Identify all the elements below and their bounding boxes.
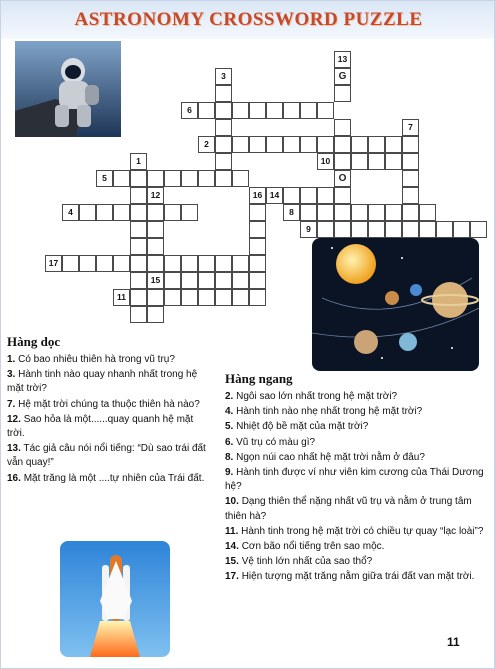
- crossword-cell[interactable]: [181, 204, 198, 221]
- clue-number: 9.: [225, 467, 234, 479]
- clue-text: Dạng thiên thể nặng nhất vũ trụ và nằm ở trung tâm thiên hà?: [225, 496, 472, 522]
- clue-text: Sao hỏa là một......quay quanh hệ mặt trời.: [7, 413, 194, 440]
- clue-text: Tác giả câu nói nổi tiếng: “Dù sao trái đất vẫn quay!”: [7, 443, 206, 469]
- crossword-cell[interactable]: [147, 255, 164, 272]
- crossword-cell[interactable]: [215, 289, 232, 306]
- crossword-cell[interactable]: [232, 170, 249, 187]
- clue-number: 6.: [225, 436, 234, 448]
- clue-number: 10.: [225, 496, 239, 508]
- clue-across: [225, 466, 487, 494]
- clue-text: Hành tinh nào quay nhanh nhất trong hệ mặt trời?: [7, 369, 198, 395]
- crossword-cell[interactable]: [147, 289, 164, 306]
- clue-number-label: 7: [408, 122, 413, 132]
- crossword-cell[interactable]: [470, 221, 487, 238]
- crossword-cell[interactable]: [198, 255, 215, 272]
- crossword-cell[interactable]: [130, 255, 147, 272]
- crossword-cell[interactable]: [232, 136, 249, 153]
- clue-across: [225, 420, 487, 434]
- down-heading: Hàng dọc: [7, 334, 61, 349]
- crossword-cell[interactable]: [232, 272, 249, 289]
- across-clues-panel: [225, 371, 487, 586]
- crossword-cell[interactable]: [368, 153, 385, 170]
- crossword-cell[interactable]: [130, 170, 147, 187]
- crossword-cell[interactable]: [249, 136, 266, 153]
- clue-text: Nhiệt độ bề mặt của mặt trời?: [236, 421, 369, 433]
- astronaut-photo: [15, 41, 121, 137]
- clue-text: Hệ mặt trời chúng ta thuộc thiên hà nào?: [18, 398, 200, 410]
- clue-number: 14.: [225, 541, 239, 553]
- clue-number-label: 9: [306, 224, 311, 234]
- crossword-cell[interactable]: [385, 136, 402, 153]
- crossword-cell[interactable]: [419, 221, 436, 238]
- clue-down: [7, 413, 213, 441]
- clue-text: Có bao nhiêu thiên hà trong vũ trụ?: [18, 354, 175, 365]
- clue-across: [225, 525, 487, 539]
- crossword-cell[interactable]: [164, 255, 181, 272]
- crossword-cell[interactable]: [181, 255, 198, 272]
- clue-across: [225, 436, 487, 450]
- crossword-cell[interactable]: [62, 255, 79, 272]
- clue-text: Mặt trăng là một ....tự nhiên của Trái đất.: [23, 472, 205, 484]
- crossword-cell[interactable]: [164, 289, 181, 306]
- clue-number: 15.: [225, 556, 239, 568]
- clue-number: 1.: [7, 354, 16, 365]
- clue-across: [225, 570, 487, 584]
- clue-number-label: 8: [289, 207, 294, 217]
- crossword-cell[interactable]: [130, 306, 147, 323]
- crossword-cell[interactable]: [130, 272, 147, 289]
- clue-number-label: 6: [187, 105, 192, 115]
- crossword-cell[interactable]: [368, 221, 385, 238]
- crossword-cell[interactable]: [147, 306, 164, 323]
- crossword-cell[interactable]: [164, 204, 181, 221]
- crossword-cell[interactable]: [419, 204, 436, 221]
- crossword-cell[interactable]: [130, 221, 147, 238]
- crossword-cell[interactable]: [402, 187, 419, 204]
- crossword-cell[interactable]: [249, 204, 266, 221]
- down-clues-panel: [7, 334, 213, 487]
- crossword-cell[interactable]: [283, 136, 300, 153]
- crossword-cell[interactable]: [402, 153, 419, 170]
- crossword-cell[interactable]: [453, 221, 470, 238]
- clue-number: 11.: [225, 525, 239, 537]
- clue-text: Hành tinh nào nhẹ nhất trong hệ mặt trời?: [236, 406, 423, 418]
- crossword-cell[interactable]: [198, 289, 215, 306]
- crossword-cell[interactable]: [215, 119, 232, 136]
- crossword-cell[interactable]: [198, 170, 215, 187]
- clue-number: 8.: [225, 451, 234, 463]
- crossword-cell[interactable]: [113, 170, 130, 187]
- crossword-cell[interactable]: [249, 238, 266, 255]
- crossword-cell[interactable]: [334, 187, 351, 204]
- crossword-cell[interactable]: [249, 255, 266, 272]
- across-heading: Hàng ngang: [225, 371, 293, 386]
- crossword-cell[interactable]: [351, 153, 368, 170]
- crossword-cell[interactable]: [334, 204, 351, 221]
- crossword-cell[interactable]: [300, 187, 317, 204]
- crossword-cell[interactable]: [402, 204, 419, 221]
- solar-system-photo: [312, 238, 479, 371]
- crossword-cell[interactable]: [249, 289, 266, 306]
- crossword-cell[interactable]: [79, 204, 96, 221]
- clue-across: [225, 390, 487, 404]
- prefilled-letter: G: [338, 71, 347, 82]
- crossword-cell[interactable]: [300, 204, 317, 221]
- clue-number-label: 13: [337, 54, 348, 64]
- clue-number-label: 10: [320, 156, 331, 166]
- clue-number-label: 5: [102, 173, 107, 183]
- clue-number-label: 3: [221, 71, 226, 81]
- crossword-cell[interactable]: [96, 255, 113, 272]
- clue-number-label: 2: [204, 139, 209, 149]
- clue-across: [225, 540, 487, 554]
- crossword-cell[interactable]: [130, 187, 147, 204]
- crossword-cell[interactable]: [232, 289, 249, 306]
- crossword-cell[interactable]: [113, 255, 130, 272]
- clue-number: 12.: [7, 413, 21, 425]
- clue-text: Vũ trụ có màu gì?: [236, 436, 316, 448]
- crossword-cell[interactable]: [402, 221, 419, 238]
- clue-across: [225, 555, 487, 569]
- page-title: ASTRONOMY CROSSWORD PUZZLE: [74, 9, 423, 30]
- crossword-cell[interactable]: [368, 204, 385, 221]
- crossword-cell[interactable]: [215, 272, 232, 289]
- clue-number: 4.: [225, 406, 234, 418]
- crossword-cell[interactable]: [385, 204, 402, 221]
- clue-text: Ngọn núi cao nhất hệ mặt trời nằm ở đâu?: [236, 451, 425, 463]
- clue-down: [7, 442, 213, 470]
- clue-number: 3.: [7, 369, 16, 381]
- clue-number: 2.: [225, 391, 234, 402]
- crossword-cell[interactable]: [300, 102, 317, 119]
- page-number: 11: [447, 635, 460, 649]
- crossword-cell[interactable]: [164, 170, 181, 187]
- crossword-cell[interactable]: [181, 170, 198, 187]
- clue-number: 13.: [7, 443, 21, 455]
- clue-number-label: 14: [269, 190, 280, 200]
- crossword-cell[interactable]: [317, 204, 334, 221]
- crossword-cell[interactable]: [317, 221, 334, 238]
- prefilled-letter: O: [338, 173, 347, 184]
- crossword-cell[interactable]: [300, 136, 317, 153]
- clue-number: 16.: [7, 472, 21, 484]
- crossword-cell[interactable]: [164, 272, 181, 289]
- crossword-cell[interactable]: [79, 255, 96, 272]
- clue-text: Hành tinh được ví như viên kim cương của Thái Dương hệ?: [225, 467, 484, 493]
- crossword-cell[interactable]: [181, 272, 198, 289]
- crossword-cell[interactable]: [334, 119, 351, 136]
- clue-number: 5.: [225, 421, 234, 433]
- crossword-cell[interactable]: [147, 170, 164, 187]
- clue-text: Ngôi sao lớn nhất trong hệ mặt trời?: [236, 391, 398, 402]
- clue-down: [7, 398, 213, 412]
- crossword-cell[interactable]: [334, 221, 351, 238]
- crossword-cell[interactable]: [198, 102, 215, 119]
- space-shuttle-photo: [60, 541, 170, 657]
- crossword-cell[interactable]: [215, 85, 232, 102]
- crossword-cell[interactable]: [249, 221, 266, 238]
- crossword-cell[interactable]: [334, 153, 351, 170]
- clue-across: [225, 405, 487, 419]
- clue-number-label: 11: [117, 292, 126, 302]
- crossword-cell[interactable]: [147, 221, 164, 238]
- crossword-cell[interactable]: [402, 136, 419, 153]
- clue-text: Vệ tinh lớn nhất của sao thổ?: [241, 556, 373, 568]
- crossword-cell[interactable]: [283, 187, 300, 204]
- clue-down: [7, 353, 213, 367]
- crossword-cell[interactable]: [351, 221, 368, 238]
- crossword-cell[interactable]: [317, 187, 334, 204]
- crossword-cell[interactable]: [334, 85, 351, 102]
- crossword-cell[interactable]: [283, 102, 300, 119]
- clue-down: [7, 368, 213, 396]
- clue-number-label: 17: [48, 258, 59, 268]
- crossword-cell[interactable]: [385, 221, 402, 238]
- clue-number-label: 15: [150, 275, 161, 285]
- crossword-cell[interactable]: [317, 102, 334, 119]
- crossword-cell[interactable]: [436, 221, 453, 238]
- crossword-cell[interactable]: [130, 289, 147, 306]
- crossword-cell[interactable]: [249, 102, 266, 119]
- crossword-cell[interactable]: [130, 238, 147, 255]
- clue-number-label: 16: [252, 190, 263, 200]
- clue-text: Hành tinh trong hệ mặt trời có chiều tự quay “lạc loài”?: [241, 525, 484, 537]
- clue-number: 17.: [225, 571, 239, 583]
- crossword-cell[interactable]: [130, 204, 147, 221]
- crossword-cell[interactable]: [351, 136, 368, 153]
- crossword-cell[interactable]: [181, 289, 198, 306]
- crossword-cell[interactable]: [113, 204, 130, 221]
- crossword-cell[interactable]: [215, 102, 232, 119]
- crossword-cell[interactable]: [96, 204, 113, 221]
- crossword-cell[interactable]: [147, 204, 164, 221]
- crossword-cell[interactable]: [232, 255, 249, 272]
- crossword-cell[interactable]: [249, 272, 266, 289]
- crossword-cell[interactable]: [215, 136, 232, 153]
- clue-number-label: 4: [68, 207, 73, 217]
- crossword-cell[interactable]: [351, 204, 368, 221]
- clue-text: Hiện tượng mặt trăng nằm giữa trái đất van mặt trời.: [241, 571, 475, 583]
- clue-down: [7, 472, 213, 486]
- crossword-cell[interactable]: [266, 102, 283, 119]
- crossword-cell[interactable]: [215, 170, 232, 187]
- crossword-cell[interactable]: [317, 136, 334, 153]
- crossword-cell[interactable]: [368, 136, 385, 153]
- crossword-cell[interactable]: [266, 136, 283, 153]
- crossword-cell[interactable]: [215, 153, 232, 170]
- crossword-cell[interactable]: [147, 238, 164, 255]
- crossword-cell[interactable]: [215, 255, 232, 272]
- clue-text: Cơn bão nổi tiếng trên sao mộc.: [241, 541, 385, 553]
- crossword-cell[interactable]: [198, 272, 215, 289]
- clue-number-label: 1: [136, 156, 141, 166]
- clue-number: 7.: [7, 398, 16, 410]
- crossword-cell[interactable]: [232, 102, 249, 119]
- crossword-cell[interactable]: [402, 170, 419, 187]
- crossword-cell[interactable]: [385, 153, 402, 170]
- crossword-cell[interactable]: [334, 136, 351, 153]
- clue-number-label: 12: [150, 190, 161, 200]
- clue-across: [225, 451, 487, 465]
- clue-across: [225, 495, 487, 523]
